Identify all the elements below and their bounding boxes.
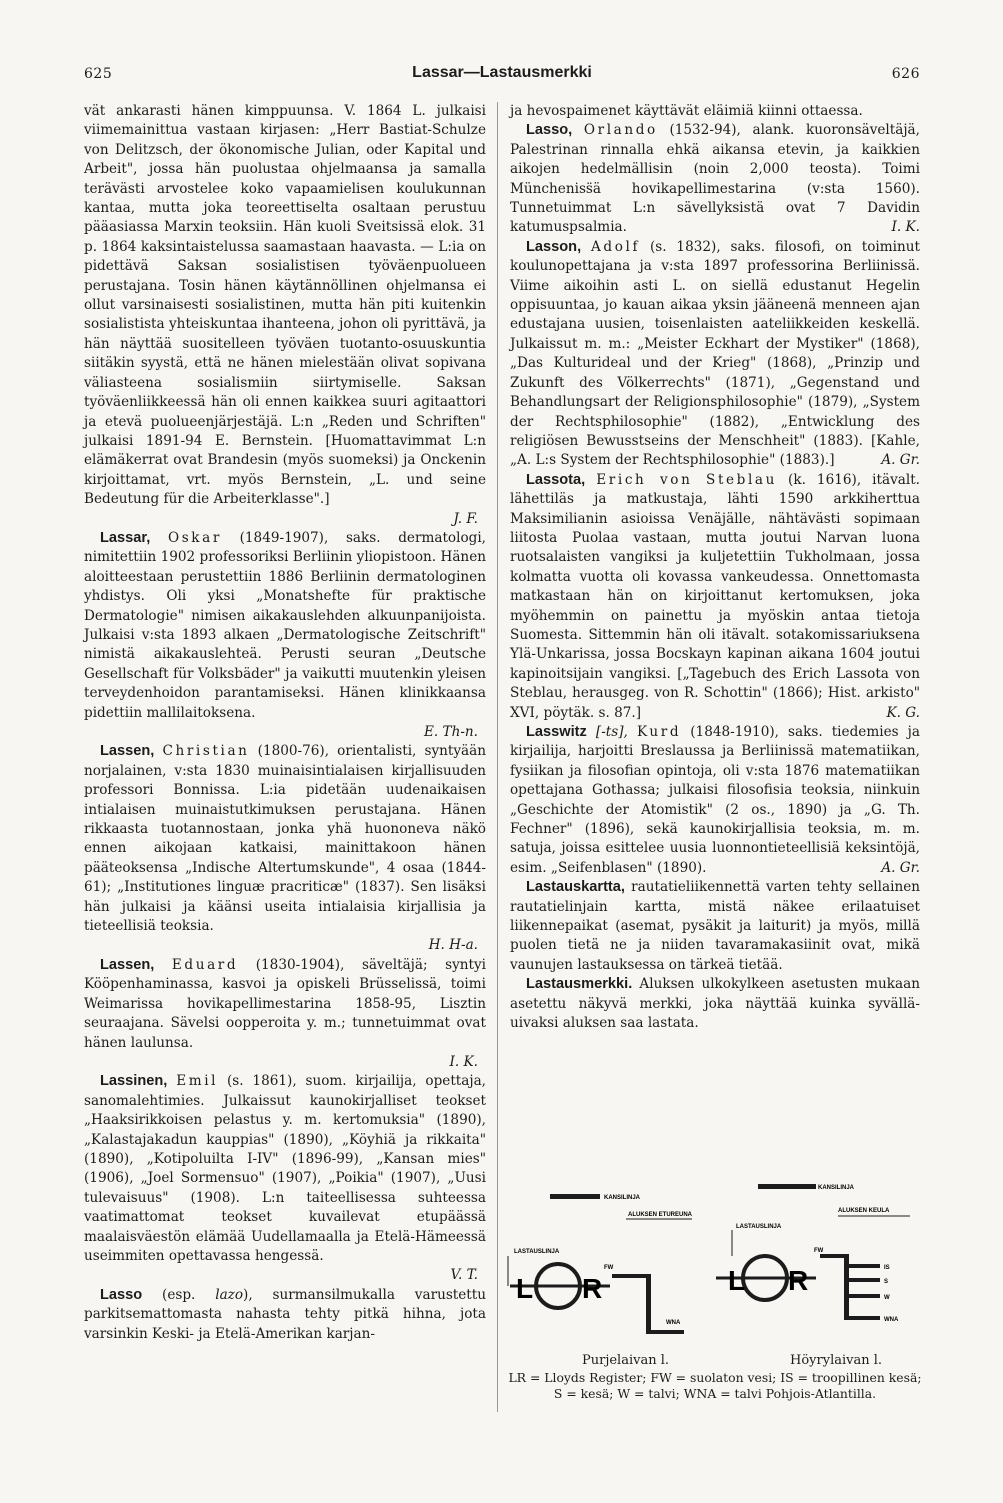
entry-lassota-erich: Lassota, Erich von Steblau (k. 1616), itävalt. lähettiläs ja matkustaja, lähti 1590 arkkiherttua Maksimilianin asioissa Venäjälle, nähtävästi sopimaan liitosta Puolaa vastaan, mutta joutui Narvan luona ruotsalaisten vangiksi ja kuljetettiin Tukholmaan, jossa kolmatta vuotta oli kovassa vankeudessa. Onnettomasta matkastaan hän on kirjoittanut kertomuksen, joka myöhemmin on painettu ja myöskin antaa tietoja Suomesta. Sittemmin hän oli itävalt. sotakomissariuksena Ylä-Unkarissa, jossa Bocskayn kapinan aikana 1604 joutui kapinoitsijain vangiksi. [„Tagebuch des Erich Lassota von Steblau, herausgeg. von R. Schottin" (1866); Hist. arkisto" XVI, pöytäk. s. 87.] K. G. — [510, 471, 920, 721]
letter-l-left: L — [516, 1273, 534, 1304]
entry-lasso-orlando: Lasso, Orlando (1532-94), alank. kuoronsäveltäjä, Palestrinan rinnalla ehkä aikansa etevin, ja kaikkien aikojen hedelmällisin (noin 2,000 teosta). Toimi Müncheniss̈ä hovikapellimestarina (v:sta 1560). Tunnetuimmat L:n sävellyksistä ovat 7 Davidin katumuspsalmia. I. K. — [510, 122, 920, 236]
caption-sailing-vessel: Purjelaivan l. — [582, 1353, 670, 1368]
load-line-figure — [500, 1158, 930, 1378]
label-kansilinja-right: KANSILINJA — [818, 1185, 855, 1191]
letter-l-right: L — [728, 1265, 746, 1296]
right-page-number: 626 — [891, 66, 920, 82]
signature: H. H-a. — [428, 937, 478, 954]
entry-lassinen-emil: Lassinen, Emil (s. 1861), suom. kirjailija, opettaja, sanomalehtimies. Julkaissut kaunokirjalliset teokset „Haaksirikkoisen pelastus y. m. kertomuksia" (1890), „Kalastajakadun kauppias" (1890), „Köyhiä ja rikkaita" (1890), „Kotipoluilta I-IV" (1896-99), „Kansan mies" (1906), „Joel Sormensuo" (1907), „Poikia" (1907), „Uusi tulevaisuus" (1908). L:n taiteellisessa suhteessa vaatimattomat teokset kuvailevat etupäässä maalaisväestön elämää Uudellamaalla ja Etelä-Hämeessä useimmiten opettavassa hengessä. — [84, 1073, 487, 1264]
entry-lastauskartta: Lastauskartta, rautatieliikennettä varten tehty sellainen rautatielinjain kartta, mistä näkee erilaatuiset liikennepaikat (asemat, pysäkit ja laiturit) ja myös, millä puolen tietä ne ja niiden tavaramakasiinit ovat, mikä vaunujen lastauksessa on tärkeä tietää. — [510, 879, 920, 973]
label-lastauslinja-right: LASTAUSLINJA — [736, 1224, 782, 1230]
letter-r-right: R — [788, 1265, 809, 1296]
entry-lasswitz-kurd: Lasswitz [-ts], Kurd (1848-1910), saks. tiedemies ja kirjailija, harjoitti Breslaussa ja Berliinissä matematiikan, fysiikan ja filosofian opintoja, oli v:sta 1876 matematiikan opettajana Gothassa; julkaisi filosofisia teoksia, niinkuin „Geschichte der Atomistik" (2 os., 1890) ja „G. Th. Fechner" (1896), sekä kaunokirjallisia teoksia, m. m. satuja, joissa esittelee uusia luonnontieteellisiä keksintöjä, esim. „Seifenblasen" (1890). A. Gr. — [510, 724, 920, 876]
figure-legend: LR = Lloyds Register; FW = suolaton vesi; IS = troopillinen kesä; S = kesä; W = talvi; WNA = talvi Pohjois-Atlantilla. — [508, 1370, 922, 1401]
signature: J. F. — [453, 510, 478, 527]
caption-steamship: Höyrylaivan l. — [790, 1353, 883, 1368]
label-w: W — [884, 1295, 890, 1301]
label-wna-left: WNA — [666, 1320, 681, 1326]
load-line-diagram — [500, 1158, 930, 1358]
entry-lassen-eduard: Lassen, Eduard (1830-1904), säveltäjä; syntyi Kööpenhaminassa, kasvoi ja opiskeli Brüsselissä, toimi Weimarissa hovikapellimestarina 1858-95, Lisztin seuraajana. Sävelsi oopperoita y. m.; tunnetuimmat ovat hänen laulunsa. — [84, 956, 486, 1051]
left-page-number: 625 — [84, 66, 113, 82]
label-wna-right: WNA — [884, 1317, 899, 1323]
label-lastauslinja-left: LASTAUSLINJA — [514, 1249, 560, 1255]
right-column — [510, 102, 920, 1034]
entry-lasso: Lasso (esp. lazo), surmansilmukalla varustettu parkitsemattomasta nahasta tehty pitkä hihna, jota varsinkin Keski- ja Etelä-Amerikan karjan- — [84, 1286, 486, 1342]
signature: I. K. — [449, 1053, 478, 1070]
label-s: S — [884, 1279, 889, 1285]
label-fw-left: FW — [604, 1265, 614, 1271]
label-kansilinja-left: KANSILINJA — [604, 1195, 641, 1201]
vertical-bar-left — [646, 1274, 651, 1334]
running-title: Lassar—Lastausmerkki — [412, 64, 592, 81]
vertical-bar-right — [844, 1254, 849, 1320]
signature: E. Th-n. — [423, 724, 478, 740]
entry-lastausmerkki: Lastausmerkki. Aluksen ulkokylkeen asetusten mukaan asetettu näkyvä merkki, joka näyttää kuinka syvällä-uivaksi aluksen saa lastata. — [510, 976, 920, 1032]
signature: V. T. — [450, 1267, 478, 1284]
deck-line-left — [550, 1194, 600, 1199]
label-is: IS — [884, 1265, 890, 1271]
continued-text: ja hevospaimenet käyttävät eläimiä kiinni ottaessa. — [510, 103, 863, 119]
label-aluksen-etureuna: ALUKSEN ETUREUNA — [628, 1212, 693, 1218]
page-header — [84, 66, 920, 90]
deck-line-right — [758, 1184, 816, 1189]
entry-lassen-christian: Lassen, Christian (1800-76), orientalisti, syntyään norjalainen, v:sta 1830 muinaisintialaisen kirjallisuuden professori Bonnissa. L:ia pidetään uudenaikaisen intialaisen muinaistutkimuksen perustajana. Hänen rikkaasta tuotannostaan, jonka yhä huononeva näkö ennen aikojaan katkaisi, mainittakoon hänen pääteoksensa „Indische Altertumskunde", 4 osaa (1844-61); „Institutiones linguæ pracriticæ" (1837). Sen lisäksi hän julkaisi ja käänsi useita intialaisia kirjallisia ja tieteellisiä teoksia. — [84, 743, 486, 935]
entry-lassar-oskar: Lassar, Oskar (1849-1907), saks. dermatologi, nimitettiin 1902 professoriksi Berliinin yliopistoon. Hänen aloitteestaan perustettiin 1886 Berliinin dermatologinen yhdistys. Oli yksi „Monatshefte für praktische Dermatologie" nimisen aikakauslehden alkuunpanijoista. Julkaisi v:sta 1893 alkaen „Dermatologische Zeitschrift" nimistä aikakauslehteä. Perusti seuran „Deutsche Gesellschaft für Volksbäder" ja vaikutti muutenkin yleisen terveydenhoidon parantamiseksi. Hänen klinikkaansa pidettiin mallilaitoksena. — [84, 529, 486, 721]
left-column — [84, 102, 486, 1344]
letter-r-left: R — [582, 1273, 603, 1304]
column-divider — [497, 102, 498, 1412]
entry-lasson-adolf: Lasson, Adolf (s. 1832), saks. filosofi, on toiminut koulunopettajana ja v:sta 1897 professorina Berliinissä. Viime aikoihin asti L. on siellä edustanut Hegelin oppisuuntaa, jo kauan aikaa yksin jääneenä menneen ajan edustajana uusien, toisenlaisten aateliikkeiden keskellä. Julkaissut m. m.: „Meister Eckhart der Mystiker" (1868), „Das Kulturideal und der Krieg" (1868), „Prinzip und Zukunft des Völkerrechts" (1871), „Gegenstand und Behandlungsart der Religionsphilosophie" (1879), „System der Rechtsphilosophie" (1882), „Entwicklung des religiösen Bewusstseins der Menschheit" (1883). [Kahle, „A. L:s System der Rechtsphilosophie" (1883).] A. Gr. — [510, 238, 920, 469]
label-fw-right: FW — [814, 1248, 824, 1254]
continued-text: vät ankarasti hänen kimppuunsa. V. 1864 L. julkaisi viimemainittua vastaan kirjasen: „Herr Bastiat-Schulze von Delitzsch, der ökonomische Julian, oder Kapital und Arbeit", jossa hän puolustaa ohjelmaansa ja samalla terävästi arvostelee koko vapaamielisen koulukunnan kantaa, mutta joka teoreettiselta osaltaan perustuu pääasiassa Marxin teoksiin. Hän kuoli Sveitsissä elok. 31 p. 1864 kaksintaistelussa saamastaan haavasta. — L:ia on pidettävä Saksan sosialistisen työväenpuolueen perustajana. Tosin hänen käytännöllinen ohjelmansa ei ollut varsinaisesti sosialistinen, mutta hän piti kuitenkin sosialistista yhteiskuntaa ihanteena, johon oli pyrittävä, ja hän näyttää suositelleen työväen tuotanto-osuuskuntia siitäkin syystä, että ne hänen mielestään olivat sopivana väliasteena sosialismiin siirtymiselle. Saksan työväenliikkeessä hän oli ennen kaikkea suuri agitaattori ja etevä puolueenjärjestäjä. L:n „Reden und Schriften" julkaisi 1891-94 E. Bernstein. [Huomattavimmat L:n elämäkerrat ovat Brandesin (myös suomeksi) ja Onckenin kirjoittamat, vrt. myös Bernstein, „L. und seine Bedeutung für die Arbeiterklasse".] — [84, 103, 486, 508]
label-aluksen-keula: ALUKSEN KEULA — [838, 1208, 890, 1214]
